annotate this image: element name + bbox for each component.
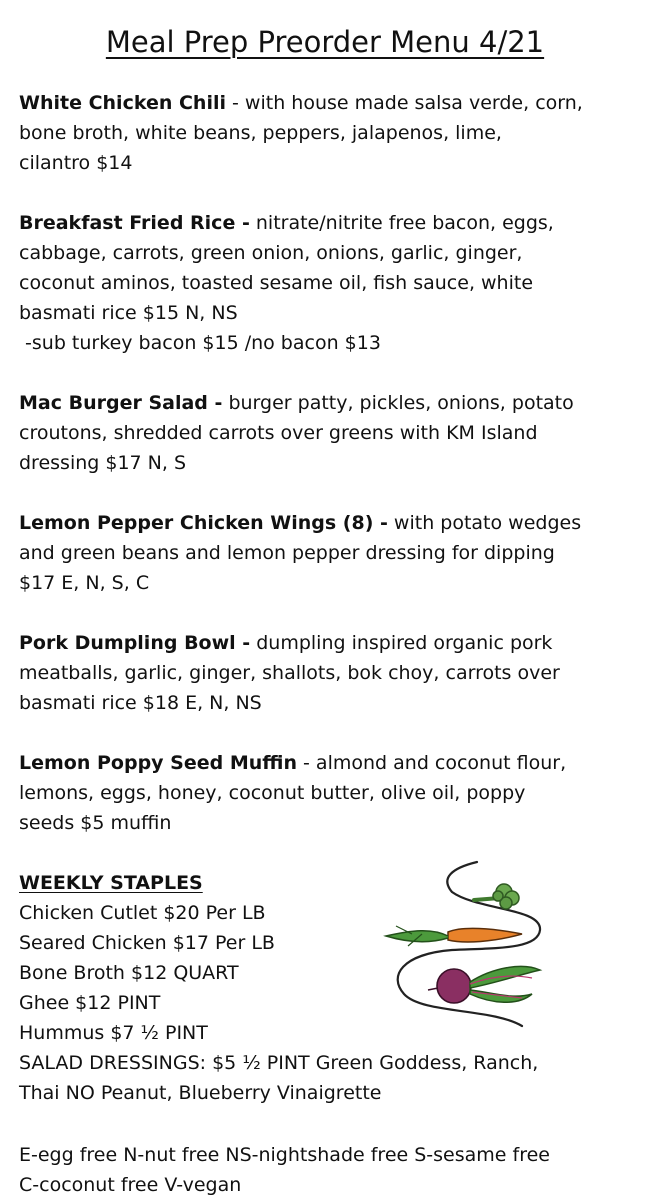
broccoli-icon	[474, 884, 519, 909]
menu-item-pork-dumpling-bowl	[19, 628, 634, 718]
menu-item-description: dumpling inspired organic pork	[250, 632, 553, 654]
staple-item: Bone Broth $12 QUART	[19, 962, 239, 984]
menu-item-description: cilantro $14	[19, 152, 133, 174]
menu-item-description: cabbage, carrots, green onion, onions, garlic, ginger,	[19, 242, 523, 264]
menu-item-description: basmati rice $15 N, NS	[19, 302, 238, 324]
legend-line: E-egg free N-nut free NS-nightshade free S-sesame free	[19, 1144, 550, 1166]
menu-item-mac-burger-salad	[19, 388, 634, 478]
menu-item-description: meatballs, garlic, ginger, shallots, bok choy, carrots over	[19, 662, 560, 684]
staple-item: Hummus $7 ½ PINT	[19, 1022, 208, 1044]
dietary-legend	[19, 1140, 634, 1200]
menu-item-name: Lemon Poppy Seed Muffin	[19, 752, 297, 774]
weekly-staples-heading: WEEKLY STAPLES	[19, 872, 203, 894]
menu-item-description: croutons, shredded carrots over greens with KM Island	[19, 422, 538, 444]
menu-item-description: with potato wedges	[387, 512, 582, 534]
menu-item-breakfast-fried-rice	[19, 208, 634, 358]
menu-item-description: $17 E, N, S, C	[19, 572, 150, 594]
menu-item-description: lemons, eggs, honey, coconut butter, olive oil, poppy	[19, 782, 526, 804]
staple-item: Seared Chicken $17 Per LB	[19, 932, 275, 954]
legend-line: C-coconut free V-vegan	[19, 1174, 242, 1196]
menu-item-description: burger patty, pickles, onions, potato	[222, 392, 574, 414]
carrot-icon	[386, 926, 522, 946]
menu-item-description: - with house made salsa verde, corn,	[226, 92, 583, 114]
menu-item-description: coconut aminos, toasted sesame oil, fish sauce, white	[19, 272, 534, 294]
staple-item: SALAD DRESSINGS: $5 ½ PINT Green Goddess, Ranch,	[19, 1052, 539, 1074]
menu-item-substitution: -sub turkey bacon $15 /no bacon $13	[19, 332, 381, 354]
menu-item-name: White Chicken Chili	[19, 92, 226, 114]
menu-item-description: - almond and coconut flour,	[297, 752, 567, 774]
menu-item-name: Breakfast Fried Rice -	[19, 212, 250, 234]
staple-item: Ghee $12 PINT	[19, 992, 161, 1014]
staple-item: Chicken Cutlet $20 Per LB	[19, 902, 266, 924]
menu-item-name: Mac Burger Salad -	[19, 392, 223, 414]
page-title: Meal Prep Preorder Menu 4/21	[105, 25, 545, 59]
menu-item-name: Lemon Pepper Chicken Wings (8) -	[19, 512, 388, 534]
menu-item-white-chicken-chili	[19, 88, 634, 178]
vegetables-swirl-illustration	[382, 858, 550, 1030]
menu-item-description: bone broth, white beans, peppers, jalapenos, lime,	[19, 122, 502, 144]
menu-item-lemon-pepper-chicken-wings	[19, 508, 634, 598]
menu-item-name: Pork Dumpling Bowl -	[19, 632, 251, 654]
menu-item-lemon-poppy-seed-muffin	[19, 748, 634, 838]
menu-item-description: basmati rice $18 E, N, NS	[19, 692, 262, 714]
menu-item-description: seeds $5 muffin	[19, 812, 172, 834]
menu-item-description: and green beans and lemon pepper dressing for dipping	[19, 542, 555, 564]
staple-item: Thai NO Peanut, Blueberry Vinaigrette	[19, 1082, 382, 1104]
menu-item-description: dressing $17 N, S	[19, 452, 187, 474]
beet-icon	[428, 966, 540, 1003]
menu-item-description: nitrate/nitrite free bacon, eggs,	[249, 212, 554, 234]
